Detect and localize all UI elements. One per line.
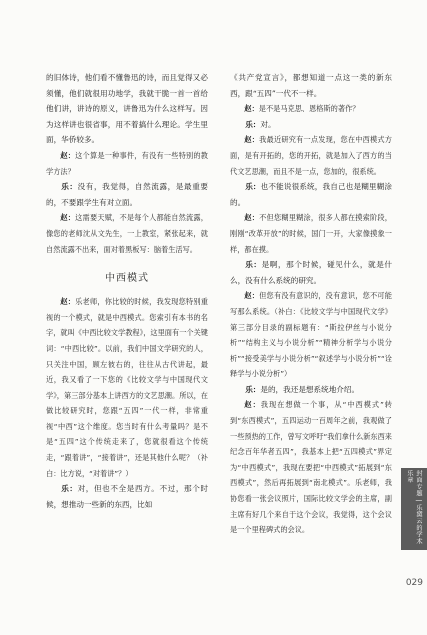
answer-paragraph [230,382,392,398]
speaker-label: 赵： [60,297,76,307]
paragraph-text: 但您有没有意识的，没有意识，您不可能写那么系统。（补白：《比较文学与中国现代文学》第三部分目录的副标题有：“斯拉伊丝与小说分析”“结构主义与小说分析”“精神分析学与小说分析”“接受美学与小说分析”“叙述学与小说分析”“诠释学与小说分析”） [230,291,392,379]
speaker-label: 赵： [60,150,76,160]
paragraph-text: 这个算是一种事件，有没有一些特别的教学方法？ [46,150,208,176]
paragraph-text: 我现在想做一个事，从“中西模式”转到“东西模式”，五四运动一百周年之前，我观做了一些预热的工作，曾写文呼吁“我们拿什么新东西来纪念百年华者五四”，我基本上把“五四模式”界定为“中西模式”，我现在要把“中西模式”拓展到“东西模式”，然后再拓展到“南北模式”。乐老师，我协您看一张会议照片，国际比较文学会的主席，副主席有好几个来自于这个会议，我觉得，这个会议是一个里程碑式的会议。 [230,400,392,535]
paragraph-text: 对，但也不全是西方。不过，那个时候，想推动一些新的东西，比如 [46,484,209,509]
speaker-label: 赵： [244,213,260,223]
question-paragraph [230,101,392,117]
speaker-label: 乐： [61,484,78,494]
answer-paragraph [230,179,392,210]
answer-paragraph [230,257,392,288]
question-paragraph [46,148,208,179]
question-paragraph [230,132,392,179]
page-number: 029 [405,578,423,588]
speaker-label: 赵： [60,213,76,223]
paragraph: 《共产党宣言》，都想知道一点这一类的新东西，跟“五四”一代不一样。 [230,73,392,98]
question-paragraph [230,288,392,382]
answer-paragraph [46,481,208,512]
paragraph-text: 是啊，那个时候，碰见什么，就是什么，没有什么系统的研究。 [230,260,393,285]
side-tab-label: 封面专题 | 乐黛云的学术乐章 [406,470,422,545]
answer-paragraph [46,179,208,210]
right-column [230,70,392,538]
speaker-label: 乐： [245,260,262,270]
speaker-label: 赵： [244,400,261,410]
paragraph-text: 乐老师，你比较的时候，我发现您特别重视的一个模式，就是中西模式。您索引有本书的名字，就叫《中西比较文学教程》，这里面有一个关键词：“中西比较”。以前，我们中国文学研究的人，只关注中国，顾左彼右的，往往从古代讲起，最近，我又看了一下您的《比较文学与中国现代文学》，第三部分基本上讲西方的文艺思潮。所以，在做比较研究时，您跟“五四”一代一样，非常重视“中西”这个维度。您当时有什么考量吗？是不是“五四”这个传统走来了，您就很看这个传统走，“跟着讲”，“接着讲”，还是其他什么呢？（补白：比方说，“对着讲”？） [46,297,208,478]
section-heading: 中西模式 [105,273,149,285]
paragraph-text: 是的，我还是想系统地介绍。 [260,384,360,394]
question-paragraph [46,210,208,257]
left-column [46,70,208,512]
speaker-label: 赵： [244,291,260,301]
speaker-label: 乐： [245,182,261,192]
paragraph-text: 没有，我觉得，自然流露，是最重要的，不要跟学生有对立面。 [46,182,209,207]
speaker-label: 乐： [61,182,78,192]
paragraph-text: 我最近研究有一点发现，您在中西模式方面，是有开拓的，您的开拓，就是加入了西方的当代文艺思潮，而且不是一点，您加的，很系统。 [230,135,392,176]
answer-paragraph [230,117,392,133]
speaker-label: 乐： [245,384,261,394]
speaker-label: 赵： [244,104,259,114]
paragraph: 的旧体诗，他们看不懂鲁迅的诗，而且觉得又必须懂，他们就很用功地学，我就干脆一首一首给他们讲，讲诗的原义，讲鲁迅为什么这样写。因为这样讲也很省事，用不着搞什么理论。学生里面，华侨较多。 [46,73,208,145]
paragraph-text: 对。 [260,119,276,129]
speaker-label: 赵： [244,135,260,145]
paragraph-text: 不但您糊里糊涂，很多人都在摸索阶段，刚刚“改革开放”的时候，国门一开，大家像摸象一样，都在摸。 [230,213,392,254]
paragraph-text: 是不是马克思、恩格斯的著作？ [258,104,360,114]
question-paragraph [230,397,392,537]
paragraph-text: 也不能说很系统，我自己也是糊里糊涂的。 [230,182,392,207]
question-paragraph [230,210,392,257]
speaker-label: 乐： [245,119,261,129]
paragraph-text: 这需要天赋，不是每个人都能自然流露，像您的老师沈从文先生，一上教室，紧张起来，就自然流露不出来，面对着黑板写：脑着生活写。 [46,213,208,254]
question-paragraph [46,294,208,481]
